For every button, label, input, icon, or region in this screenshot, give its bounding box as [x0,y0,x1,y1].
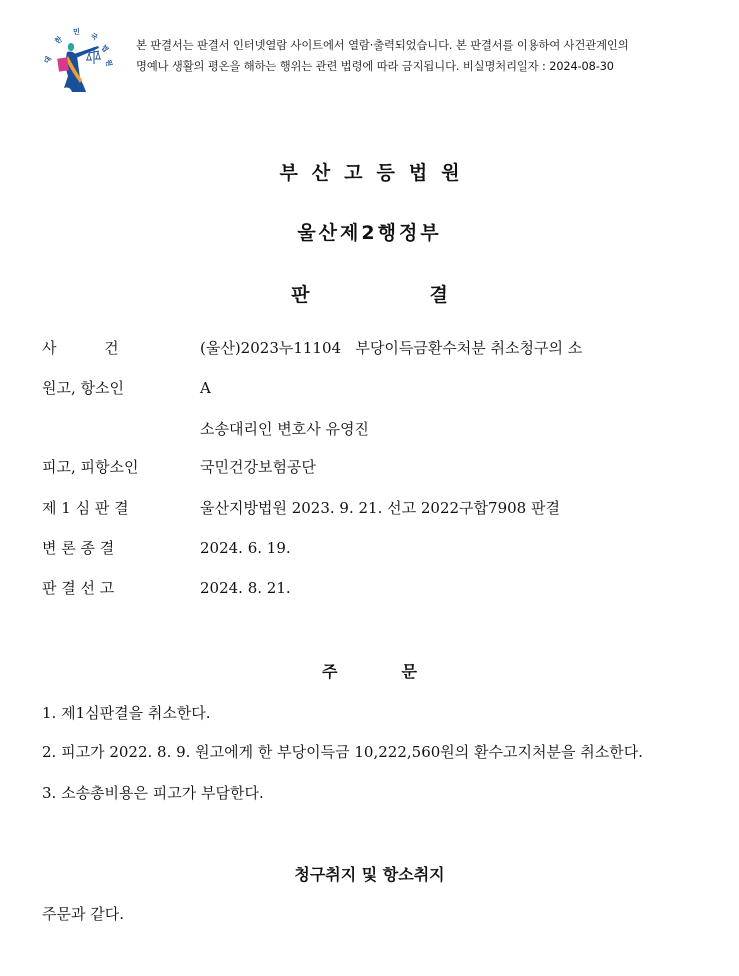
first-instance-label: 제 1 심 판 결 [42,499,129,517]
order-title-right: 문 [401,662,417,681]
svg-text:국: 국 [89,31,99,43]
order-section-title [0,659,739,682]
notice-line-1: 본 판결서는 판결서 인터넷열람 사이트에서 열람·출력되었습니다. 본 판결서를 이용하여 사건관계인의 [136,39,629,52]
svg-text:원: 원 [104,58,114,68]
defendant-label: 피고, 피항소인 [42,458,139,476]
claim-section-title: 청구취지 및 항소취지 [294,865,445,884]
hearing-closed-label: 변 론 종 결 [42,539,115,557]
court-logo-icon [40,20,116,96]
court-name: 부산고등법원 [279,162,474,184]
document-title [0,280,739,307]
document-title-left: 판 [291,284,310,306]
hearing-closed-value: 2024. 6. 19. [200,539,291,557]
order-item: 3. 소송총비용은 피고가 부담한다. [42,784,264,802]
claim-text: 주문과 같다. [42,905,124,923]
division-name: 울산제2행정부 [297,222,442,244]
judgment-date-label: 판 결 선 고 [42,579,115,597]
attorney-value: 소송대리인 변호사 유영진 [200,420,369,438]
judgment-date-value: 2024. 8. 21. [200,579,291,597]
svg-text:대: 대 [42,55,54,65]
svg-text:법: 법 [99,43,110,54]
svg-text:민: 민 [73,28,80,36]
notice-line-2: 명예나 생활의 평온을 해하는 행위는 관련 법령에 따라 금지됩니다. 비실명처리일자 : 2024-08-30 [136,60,614,73]
order-item: 2. 피고가 2022. 8. 9. 원고에게 한 부당이득금 10,222,560원의 환수고지처분을 취소한다. [42,743,643,761]
case-value: (울산)2023누11104 부당이득금환수처분 취소청구의 소 [200,339,583,357]
defendant-value: 국민건강보험공단 [200,458,316,476]
svg-text:한: 한 [53,35,64,46]
document-title-right: 결 [429,284,448,306]
case-label: 사 건 [42,339,119,357]
order-item: 1. 제1심판결을 취소한다. [42,704,211,722]
first-instance-value: 울산지방법원 2023. 9. 21. 선고 2022구합7908 판결 [200,499,560,517]
order-title-left: 주 [322,662,338,681]
plaintiff-value: A [200,379,211,397]
disclosure-notice [30,16,730,96]
plaintiff-label: 원고, 항소인 [42,379,124,397]
